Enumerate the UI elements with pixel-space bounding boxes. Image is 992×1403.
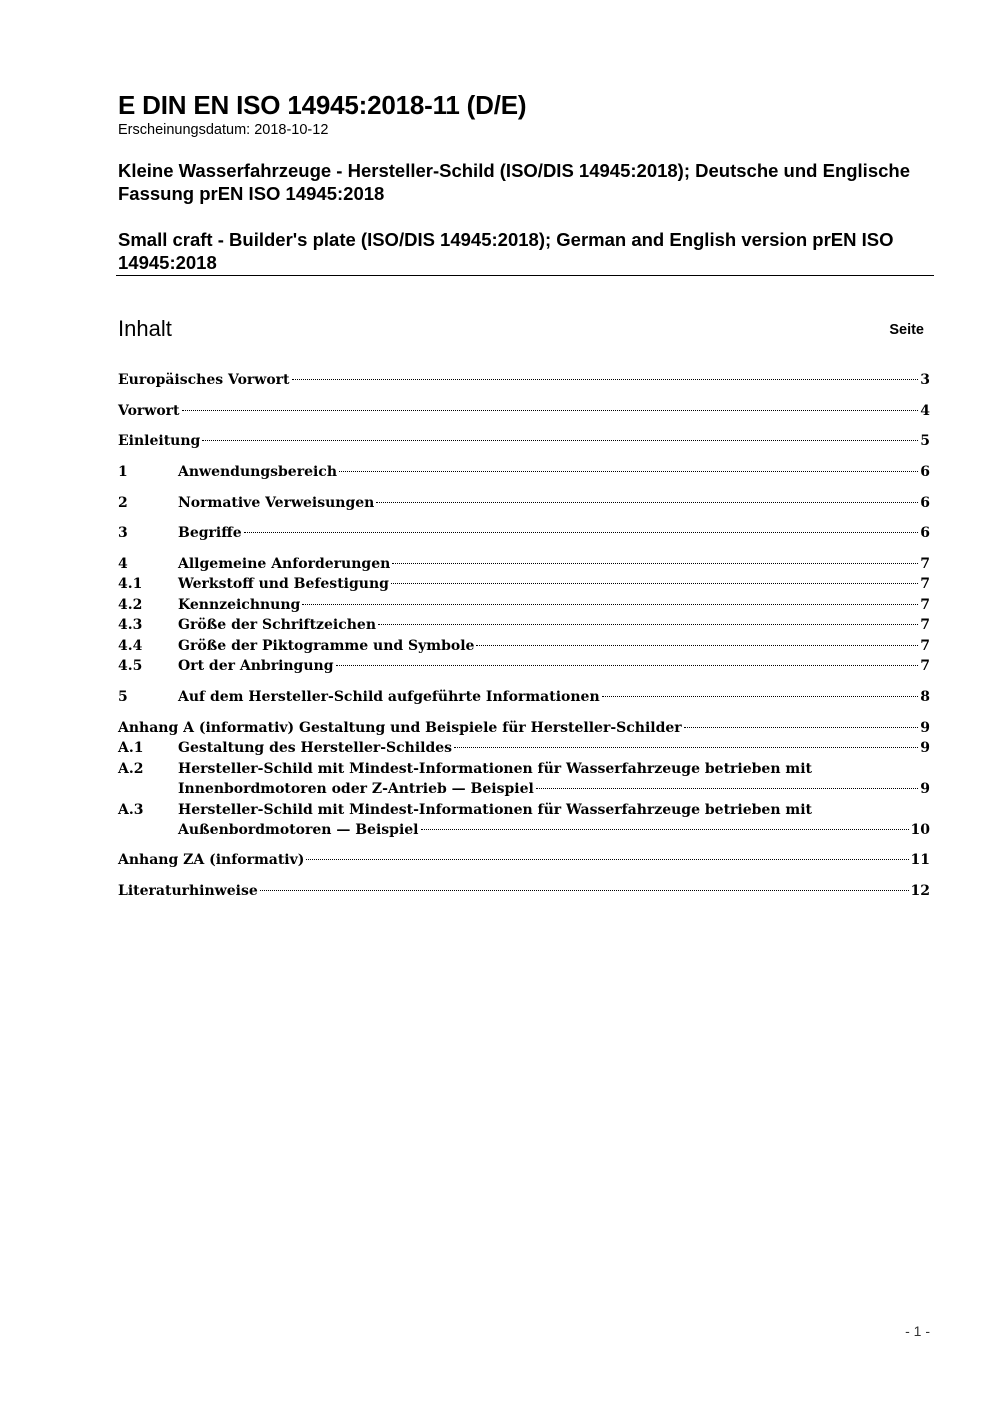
toc-heading: Inhalt: [118, 316, 172, 341]
publication-date: Erscheinungsdatum: 2018-10-12: [118, 122, 329, 138]
toc-entry-page: 5: [920, 433, 930, 449]
toc-entry-page: 7: [920, 556, 930, 572]
toc-entry[interactable]: [118, 595, 930, 615]
toc-entry-page: 7: [920, 576, 930, 592]
toc-entry-page: 8: [920, 689, 930, 705]
toc-entry[interactable]: [118, 401, 930, 421]
title-german: Kleine Wasserfahrzeuge - Hersteller-Schild (ISO/DIS 14945:2018); Deutsche und Englische Fassung prEN ISO 14945:2018: [118, 160, 910, 204]
toc-entry-title: Normative Verweisungen: [178, 495, 375, 511]
toc-entry-page: 6: [920, 525, 930, 541]
toc-entry-number: 1: [118, 464, 128, 480]
page-column-label: Seite: [889, 322, 924, 338]
toc-entry[interactable]: [118, 656, 930, 676]
toc-entry[interactable]: [118, 462, 930, 482]
toc-entry-number: 2: [118, 495, 128, 511]
toc-leader-dots: [260, 890, 909, 891]
toc-entry[interactable]: [118, 523, 930, 543]
toc-entry-page: 3: [920, 372, 930, 388]
title-english: Small craft - Builder's plate (ISO/DIS 14945:2018); German and English version prEN ISO 14945:2018: [118, 229, 894, 273]
toc-entry-title-continuation: Innenbordmotoren oder Z-Antrieb — Beispiel: [178, 781, 534, 797]
toc-leader-dots: [292, 379, 919, 380]
toc-entry-title: Begriffe: [178, 525, 242, 541]
toc-entry-title: Anwendungsbereich: [178, 464, 337, 480]
toc-entry-title: Auf dem Hersteller-Schild aufgeführte Informationen: [178, 689, 600, 705]
toc-entry-page: 7: [920, 638, 930, 654]
toc-entry-page: 6: [920, 464, 930, 480]
toc-entry-page: 7: [920, 597, 930, 613]
header-rule: [116, 275, 934, 276]
toc-entry-number: 4.4: [118, 638, 143, 654]
toc-entry-title: Anhang A (informativ) Gestaltung und Beispiele für Hersteller-Schilder: [118, 720, 682, 736]
toc-entry-title: Hersteller-Schild mit Mindest-Informationen für Wasserfahrzeuge betrieben mit: [178, 761, 812, 777]
toc-entry-page: 9: [920, 720, 930, 736]
toc-leader-dots: [339, 471, 918, 472]
toc-entry-number: 3: [118, 525, 128, 541]
toc-entry-title: Hersteller-Schild mit Mindest-Informationen für Wasserfahrzeuge betrieben mit: [178, 802, 812, 818]
toc-entry[interactable]: [118, 615, 930, 635]
toc-entry[interactable]: [118, 370, 930, 390]
toc-entry-page: 11: [910, 852, 930, 868]
toc-entry-title: Ort der Anbringung: [178, 658, 334, 674]
toc-entry-title: Werkstoff und Befestigung: [178, 576, 389, 592]
toc-entry[interactable]: [118, 574, 930, 594]
toc-entry-page: 9: [920, 740, 930, 756]
toc-entry-page: 4: [920, 403, 930, 419]
toc-entry-page: 12: [910, 883, 930, 899]
toc-entry-number: A.2: [118, 761, 144, 777]
toc-entry-number: 4.1: [118, 576, 143, 592]
toc-entry-page: 9: [920, 781, 930, 797]
toc-entry-number: 5: [118, 689, 128, 705]
page-number: - 1 -: [905, 1323, 930, 1339]
toc-entry-number: 4.2: [118, 597, 143, 613]
toc-leader-dots: [454, 747, 918, 748]
toc-leader-dots: [421, 829, 909, 830]
toc-leader-dots: [202, 440, 918, 441]
toc-entry-title: Europäisches Vorwort: [118, 372, 290, 388]
toc-entry[interactable]: [118, 850, 930, 870]
toc-entry-title: Anhang ZA (informativ): [118, 852, 305, 868]
toc-entry-number: A.1: [118, 740, 144, 756]
toc-entry-page: 7: [920, 658, 930, 674]
toc-entry-title: Allgemeine Anforderungen: [178, 556, 391, 572]
toc-entry-title: Einleitung: [118, 433, 201, 449]
toc-entry[interactable]: [118, 881, 930, 901]
toc-entry-title: Literaturhinweise: [118, 883, 258, 899]
toc-entry-title-continuation: Außenbordmotoren — Beispiel: [178, 822, 419, 838]
toc-entry-page: 10: [910, 822, 930, 838]
toc-entry[interactable]: [118, 759, 930, 779]
toc-entry-title: Kennzeichnung: [178, 597, 301, 613]
toc-entry[interactable]: [118, 431, 930, 451]
toc-leader-dots: [391, 583, 918, 584]
toc-leader-dots: [376, 502, 918, 503]
toc-leader-dots: [476, 645, 918, 646]
toc-entry[interactable]: [118, 554, 930, 574]
toc-leader-dots: [336, 665, 919, 666]
toc-entry-number: 4: [118, 556, 128, 572]
toc-leader-dots: [378, 624, 918, 625]
toc-entry-title: Größe der Schriftzeichen: [178, 617, 376, 633]
toc-leader-dots: [536, 788, 918, 789]
toc-leader-dots: [602, 696, 919, 697]
toc-entry[interactable]: [118, 493, 930, 513]
toc-entry-number: 4.3: [118, 617, 143, 633]
toc-leader-dots: [306, 859, 908, 860]
toc-entry-title: Größe der Piktogramme und Symbole: [178, 638, 475, 654]
toc-entry[interactable]: [118, 636, 930, 656]
toc-leader-dots: [182, 410, 919, 411]
toc-entry-continuation[interactable]: [178, 820, 930, 840]
toc-entry-title: Vorwort: [118, 403, 180, 419]
toc-entry-page: 6: [920, 495, 930, 511]
toc-entry-number: 4.5: [118, 658, 143, 674]
toc-leader-dots: [302, 604, 918, 605]
toc-entry-continuation[interactable]: [178, 779, 930, 799]
toc-entry-number: A.3: [118, 802, 144, 818]
toc-entry[interactable]: [118, 738, 930, 758]
document-id: E DIN EN ISO 14945:2018-11 (D/E): [118, 90, 527, 120]
toc-leader-dots: [244, 532, 919, 533]
toc-leader-dots: [392, 563, 918, 564]
toc-entry-title: Gestaltung des Hersteller-Schildes: [178, 740, 453, 756]
toc-entry[interactable]: [118, 800, 930, 820]
toc-entry[interactable]: [118, 687, 930, 707]
toc-entry[interactable]: [118, 718, 930, 738]
toc-leader-dots: [684, 727, 919, 728]
toc-entry-page: 7: [920, 617, 930, 633]
